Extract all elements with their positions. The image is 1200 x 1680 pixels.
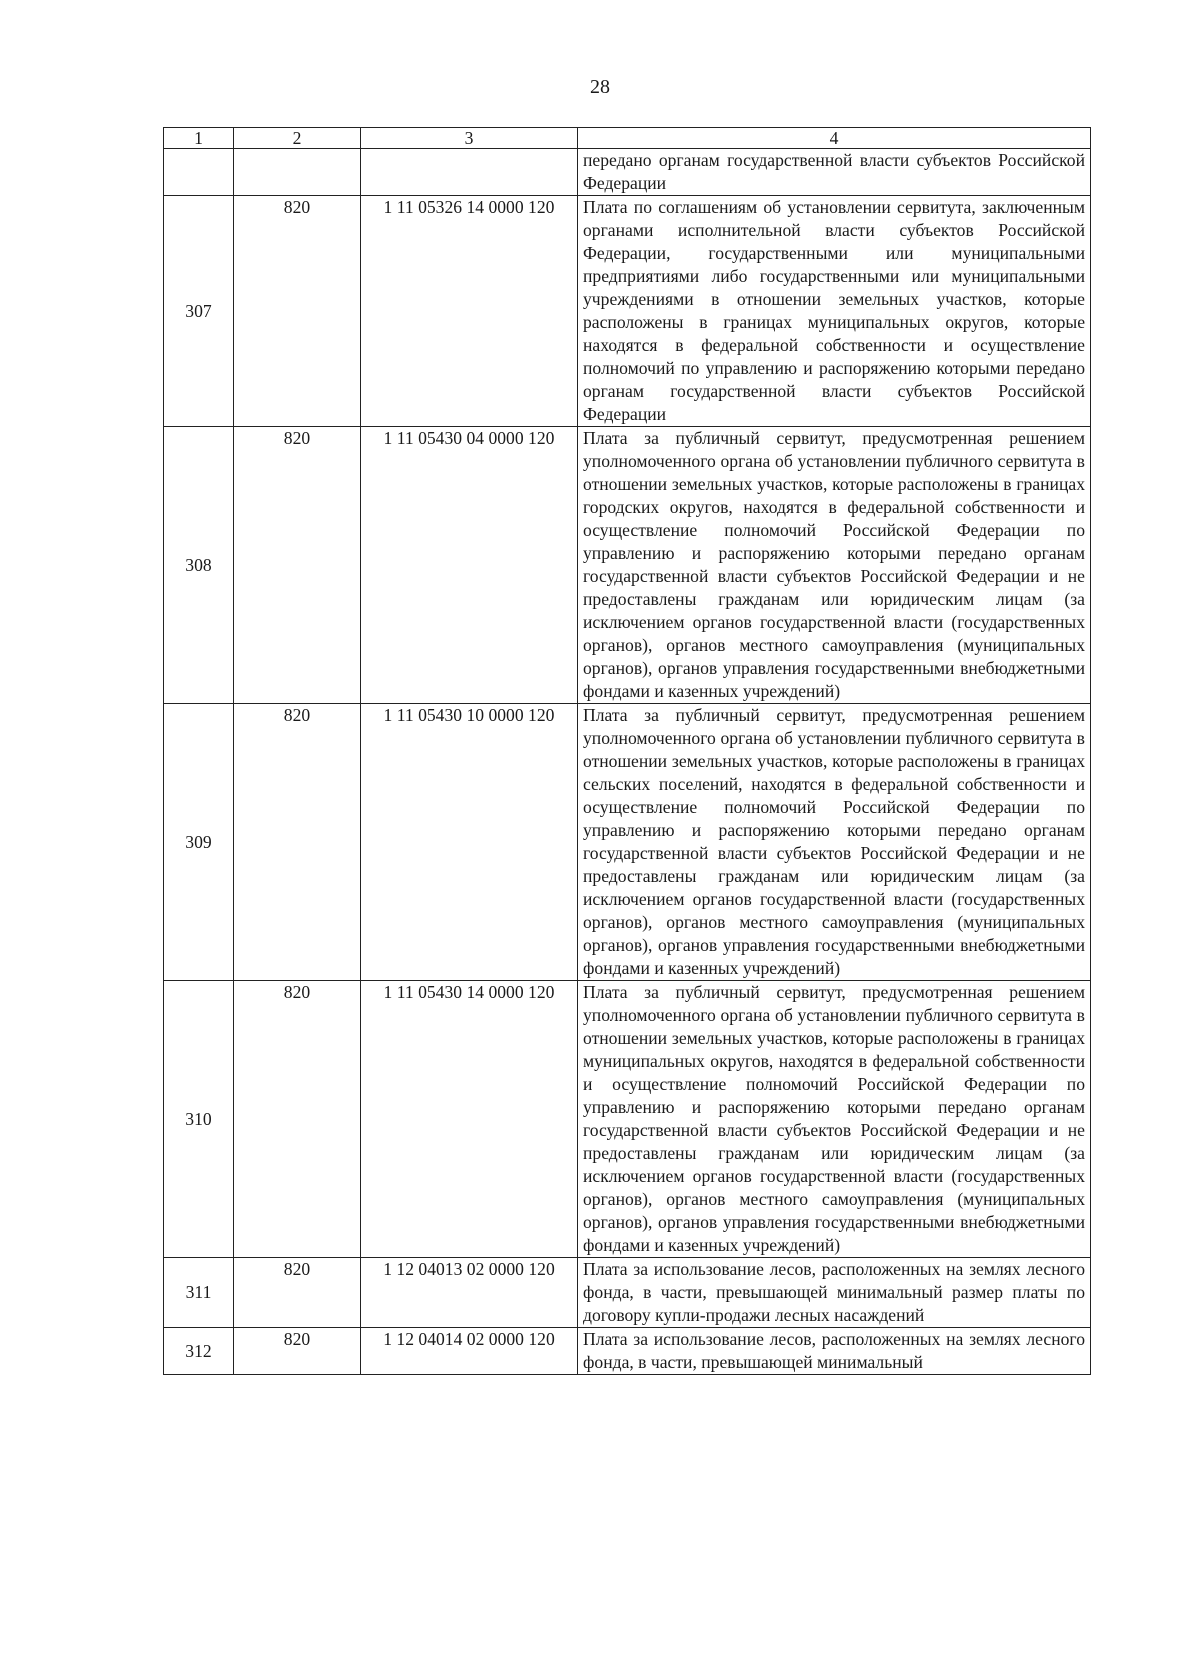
budget-classification-code: 1 12 04013 02 0000 120 xyxy=(361,1258,578,1328)
table-row xyxy=(164,981,1091,1258)
column-number-3: 3 xyxy=(361,128,578,149)
column-number-2: 2 xyxy=(234,128,361,149)
revenue-description: Плата по соглашениям об установлении сервитута, заключенным органами исполнительной власти субъектов Российской Федерации, государственными или муниципальными предприятиями либо государственными или муниципальными учреждениями в отношении земельных участков, которые расположены в границах муниципальных округов, которые находятся в федеральной собственности и осуществление полномочий по управлению и распоряжению которыми передано органам государственной власти субъектов Российской Федерации xyxy=(578,196,1091,427)
budget-classification-code xyxy=(361,149,578,196)
budget-classification-code: 1 11 05430 14 0000 120 xyxy=(361,981,578,1258)
admin-code: 820 xyxy=(234,981,361,1258)
admin-code: 820 xyxy=(234,196,361,427)
budget-classification-code: 1 12 04014 02 0000 120 xyxy=(361,1328,578,1375)
admin-code: 820 xyxy=(234,1328,361,1375)
row-number: 311 xyxy=(164,1258,234,1328)
table-row xyxy=(164,427,1091,704)
row-number: 312 xyxy=(164,1328,234,1375)
row-number: 307 xyxy=(164,196,234,427)
table-row xyxy=(164,1258,1091,1328)
revenue-description: передано органам государственной власти субъектов Российской Федерации xyxy=(578,149,1091,196)
row-number xyxy=(164,149,234,196)
budget-classification-code: 1 11 05430 04 0000 120 xyxy=(361,427,578,704)
admin-code: 820 xyxy=(234,704,361,981)
admin-code: 820 xyxy=(234,1258,361,1328)
admin-code: 820 xyxy=(234,427,361,704)
revenue-description: Плата за использование лесов, расположенных на землях лесного фонда, в части, превышающей минимальный xyxy=(578,1328,1091,1375)
column-number-row xyxy=(164,128,1091,149)
page-number: 28 xyxy=(590,76,610,98)
table-row xyxy=(164,1328,1091,1375)
revenue-description: Плата за использование лесов, расположенных на землях лесного фонда, в части, превышающей минимальный размер платы по договору купли-продажи лесных насаждений xyxy=(578,1258,1091,1328)
table-row xyxy=(164,149,1091,196)
revenue-description: Плата за публичный сервитут, предусмотренная решением уполномоченного органа об установлении публичного сервитута в отношении земельных участков, которые расположены в границах городских округов, находятся в федеральной собственности и осуществление полномочий Российской Федерации по управлению и распоряжению которыми передано органам государственной власти субъектов Российской Федерации и не предоставлены гражданам или юридическим лицам (за исключением органов государственной власти (государственных органов), органов местного самоуправления (муниципальных органов), органов управления государственными внебюджетными фондами и казенных учреждений) xyxy=(578,427,1091,704)
column-number-4: 4 xyxy=(578,128,1091,149)
revenue-description: Плата за публичный сервитут, предусмотренная решением уполномоченного органа об установлении публичного сервитута в отношении земельных участков, которые расположены в границах муниципальных округов, находятся в федеральной собственности и осуществление полномочий Российской Федерации по управлению и распоряжению которыми передано органам государственной власти субъектов Российской Федерации и не предоставлены гражданам или юридическим лицам (за исключением органов государственной власти (государственных органов), органов местного самоуправления (муниципальных органов), органов управления государственными внебюджетными фондами и казенных учреждений) xyxy=(578,981,1091,1258)
column-number-1: 1 xyxy=(164,128,234,149)
row-number: 309 xyxy=(164,704,234,981)
budget-classification-code: 1 11 05326 14 0000 120 xyxy=(361,196,578,427)
row-number: 310 xyxy=(164,981,234,1258)
admin-code xyxy=(234,149,361,196)
table-row xyxy=(164,196,1091,427)
budget-classification-code: 1 11 05430 10 0000 120 xyxy=(361,704,578,981)
revenue-description: Плата за публичный сервитут, предусмотренная решением уполномоченного органа об установлении публичного сервитута в отношении земельных участков, которые расположены в границах сельских поселений, находятся в федеральной собственности и осуществление полномочий Российской Федерации по управлению и распоряжению которыми передано органам государственной власти субъектов Российской Федерации и не предоставлены гражданам или юридическим лицам (за исключением органов государственной власти (государственных органов), органов местного самоуправления (муниципальных органов), органов управления государственными внебюджетными фондами и казенных учреждений) xyxy=(578,704,1091,981)
table-row xyxy=(164,704,1091,981)
revenue-codes-table xyxy=(163,127,1091,1375)
row-number: 308 xyxy=(164,427,234,704)
